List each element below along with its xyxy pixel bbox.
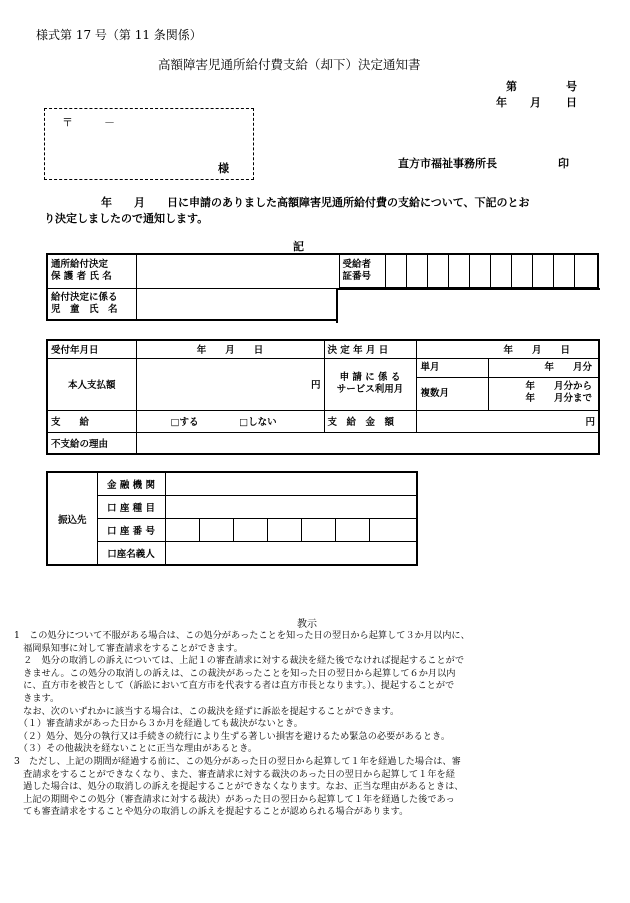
notes-body (14, 630, 620, 819)
received-date-label: 受付年月日 (47, 340, 136, 358)
notes-line: （２）処分、処分の執行又は手続きの続行により生ずる著しい損害を避けるため緊急の必要があるとき。 (14, 730, 451, 742)
recipient-digit-5[interactable] (469, 254, 490, 288)
decision-date-label: 決 定 年 月 日 (324, 340, 416, 358)
month-values-cell[interactable] (488, 358, 599, 410)
notes-line: 過した場合は、処分の取消しの訴えを提起することができなくなります。なお、正当な理由があるときは、 (14, 781, 464, 793)
notes-line: なお、次のいずれかに該当する場合は、この裁決を経ずに訴訟を提起することができます。 (14, 705, 400, 717)
guardian-name-field[interactable] (136, 254, 339, 288)
paid-amount-field[interactable]: 円 (136, 358, 324, 410)
issuer-name: 直方市福祉事務所長 (398, 157, 497, 170)
option-yes[interactable]: □する (170, 417, 199, 428)
recipient-digit-7[interactable] (511, 254, 532, 288)
recipient-digit-8[interactable] (532, 254, 553, 288)
notes-line: 福岡県知事に対して審査請求をすることができます。 (14, 642, 243, 654)
notes-line: ２ 処分の取消しの訴えについては、上記１の審査請求に対する裁決を経た後でなければ提起することがで (14, 655, 465, 667)
account-digit-1[interactable] (165, 518, 199, 541)
honorific: 様 (218, 162, 229, 175)
account-name-label: 口座名義人 (97, 541, 165, 565)
multi-month-label: 複数月 (420, 387, 450, 399)
recipient-digit-2[interactable] (406, 254, 427, 288)
intro-line-2: り決定しましたので通知します。 (44, 212, 209, 225)
reason-label: 不支給の理由 (47, 432, 136, 454)
month-type-cell (416, 358, 488, 410)
postal-mark: 〒 (62, 116, 73, 129)
notes-line: ても審査請求をすることや処分の取消しの訴えを提起することが認められる場合があります。 (14, 806, 409, 818)
service-month-label: 申 請 に 係 る サービス利用月 (324, 358, 416, 410)
recipient-digit-3[interactable] (427, 254, 448, 288)
account-digit-7[interactable] (369, 518, 417, 541)
account-digit-2[interactable] (199, 518, 233, 541)
postal-dash: － (104, 116, 115, 129)
bank-field[interactable] (165, 472, 417, 495)
notes-heading: 教示 (297, 619, 317, 630)
child-name-label: 給付決定に係る 児 童 氏 名 (47, 288, 136, 320)
account-type-label: 口 座 種 目 (97, 495, 165, 518)
child-name-field[interactable] (136, 288, 339, 320)
guardian-name-label: 通所給付決定 保 護 者 氏 名 (47, 254, 136, 288)
doc-date-year: 年 (496, 96, 507, 109)
recipient-digit-4[interactable] (448, 254, 469, 288)
recipient-digit-9[interactable] (553, 254, 574, 288)
doc-date-day: 日 (566, 96, 577, 109)
decision-date-value[interactable]: 年 月 日 (416, 340, 599, 358)
notes-line: 査請求をすることができなくなり、また、審査請求に対する裁決のあった日の翌日から起算して１年を経 (14, 768, 455, 780)
notes-line: （１）審査請求があった日から３か月を経過しても裁決がないとき。 (14, 718, 303, 730)
account-type-field[interactable] (165, 495, 417, 518)
reason-field[interactable] (136, 432, 599, 454)
pay-amount-label: 支 給 金 額 (324, 410, 416, 432)
doc-number-go: 号 (566, 80, 577, 93)
bank-label: 金 融 機 関 (97, 472, 165, 495)
transfer-table (46, 471, 418, 566)
doc-date-month: 月 (530, 96, 541, 109)
notes-line: 上記の期間やこの処分（審査請求に対する裁決）があった日の翌日から起算して１年を経過した後であっ (14, 793, 455, 805)
paid-amount-label: 本人支払額 (47, 358, 136, 410)
decision-table (46, 339, 600, 455)
received-date-value[interactable]: 年 月 日 (136, 340, 324, 358)
account-digit-6[interactable] (335, 518, 369, 541)
single-month-label: 単月 (417, 359, 488, 378)
table-cutout-side (336, 288, 338, 323)
multi-month-values[interactable]: 年 月分から 年 月分まで (525, 380, 593, 404)
notes-line: （３）その他裁決を経ないことに正当な理由があるとき。 (14, 743, 258, 755)
notes-line: きません。この処分の取消しの訴えは、この裁決があったことを知った日の翌日から起算して６か月以内 (14, 667, 456, 679)
notes-line: 3 ただし、上記の期間が経過する前に、この処分があった日の翌日から起算して１年を経過した場合は、審 (14, 755, 461, 767)
notes-line: きます。 (14, 692, 60, 704)
recipient-digit-1[interactable] (385, 254, 406, 288)
ki-heading: 記 (293, 240, 304, 253)
transfer-label: 振込先 (47, 472, 97, 565)
page-title: 高額障害児通所給付費支給（却下）決定通知書 (158, 57, 421, 72)
intro-line-1: 年 月 日に申請のありました高額障害児通所給付費の支給について、下記のとお (101, 196, 530, 209)
payment-options (136, 410, 324, 432)
recipient-digit-10[interactable] (574, 254, 598, 288)
account-digit-3[interactable] (233, 518, 267, 541)
issuer-seal: 印 (558, 157, 569, 170)
notes-line: 1 この処分について不服がある場合は、この処分があったことを知った日の翌日から起算して３か月以内に、 (14, 630, 470, 641)
account-number-label: 口 座 番 号 (97, 518, 165, 541)
account-digit-4[interactable] (267, 518, 301, 541)
pay-amount-field[interactable]: 円 (416, 410, 599, 432)
table-cutout (338, 289, 600, 323)
doc-number-dai: 第 (506, 80, 517, 93)
recipient-number-label: 受給者 証番号 (339, 254, 385, 288)
account-digit-5[interactable] (301, 518, 335, 541)
table-cutout-edge (336, 288, 600, 290)
notes-line: に、直方市を被告として（訴訟において直方市を代表する者は直方市長となります。）、提起することがで (14, 680, 455, 692)
account-name-field[interactable] (165, 541, 417, 565)
single-month-value[interactable]: 年 月分 (489, 359, 599, 378)
form-number: 様式第 17 号（第 11 条関係） (36, 28, 202, 42)
recipient-digit-6[interactable] (490, 254, 511, 288)
payment-label: 支 給 (47, 410, 136, 432)
option-no[interactable]: □しない (239, 417, 277, 428)
